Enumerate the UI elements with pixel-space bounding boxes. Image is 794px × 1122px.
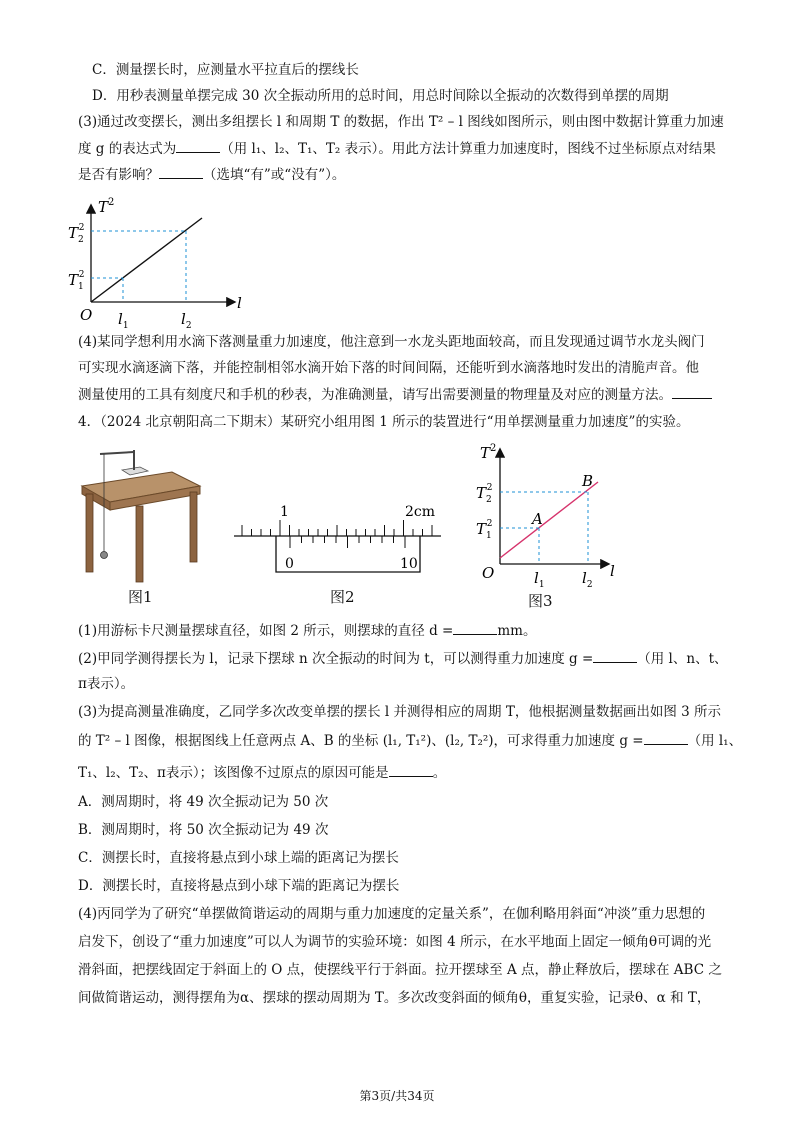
text: mm。 bbox=[497, 623, 537, 639]
answer-blank[interactable] bbox=[672, 384, 712, 399]
text: （选填“有”或“没有”）。 bbox=[203, 167, 346, 183]
text: 度 g 的表达式为 bbox=[78, 141, 177, 157]
l2-label: $l_2$ bbox=[582, 569, 593, 590]
vernier-scale-ticks bbox=[290, 536, 405, 548]
q3-part3-line2 bbox=[78, 138, 716, 159]
q4-option-b: B．测周期时，将 50 次全振动记为 49 次 bbox=[78, 822, 329, 838]
figure-2-vernier-caliper bbox=[230, 496, 445, 586]
answer-blank[interactable] bbox=[159, 164, 203, 179]
x-axis-label: l bbox=[237, 294, 242, 312]
q4-part2-line2: π表示）。 bbox=[78, 676, 135, 692]
q4-option-d: D．测摆长时，直接将悬点到小球下端的距离记为摆长 bbox=[78, 878, 400, 894]
text: (2)甲同学测得摆长为 l，记录下摆球 n 次全振动的时间为 t，可以测得重力加速度 g = bbox=[78, 651, 594, 667]
t1-squared-label: $T_12$ bbox=[476, 519, 493, 541]
q4-part3-line2 bbox=[78, 730, 742, 751]
text: T₁、l₂、T₂、π表示）；该图像不过原点的原因可能是 bbox=[78, 765, 389, 781]
q4-part4-line4: 间做简谐运动，测得摆角为α、摆球的摆动周期为 T。多次改变斜面的倾角θ，重复实验，记录θ、α 和 T， bbox=[78, 990, 711, 1006]
answer-blank[interactable] bbox=[389, 762, 433, 777]
q4-part1 bbox=[78, 620, 536, 641]
q3-t2-l-graph bbox=[62, 196, 262, 336]
text: 测量使用的工具有刻度尺和手机的秒表，为准确测量，请写出需要测量的物理量及对应的测量方法。 bbox=[78, 387, 672, 403]
text: （用 l₁、 bbox=[687, 733, 743, 749]
text: （用 l、n、t、 bbox=[637, 651, 728, 667]
vernier-label-0: 0 bbox=[285, 556, 294, 572]
y-axis-label: $T^2$ bbox=[98, 197, 115, 216]
text: （用 l₁、l₂、T₁、T₂ 表示）。用此方法计算重力加速度时，图线不过坐标原点对结果 bbox=[220, 141, 716, 157]
q4-option-a: A．测周期时，将 49 次全振动记为 50 次 bbox=[78, 794, 329, 810]
answer-blank[interactable] bbox=[644, 730, 688, 745]
q4-part4-line3: 滑斜面，把摆线固定于斜面上的 O 点，使摆线平行于斜面。拉开摆球至 A 点，静止释放后，摆球在 ABC 之 bbox=[78, 962, 722, 978]
table-leg bbox=[136, 506, 143, 582]
l1-label: $l_1$ bbox=[534, 569, 545, 590]
t2-squared-label: $T_22$ bbox=[476, 483, 493, 505]
q3-part4-line2: 可实现水滴逐滴下落，并能控制相邻水滴开始下落的时间间隔，还能听到水滴落地时发出的清脆声音。他 bbox=[78, 360, 699, 376]
q4-part3-line3 bbox=[78, 762, 446, 783]
q3-part4-line1: (4)某同学想利用水滴下落测量重力加速度，他注意到一水龙头距地面较高，而且发现通过调节水龙头阀门 bbox=[78, 334, 705, 350]
text: 。 bbox=[432, 765, 447, 781]
text: (1)用游标卡尺测量摆球直径，如图 2 所示，则摆球的直径 d = bbox=[78, 623, 454, 639]
x-axis-label: l bbox=[610, 562, 615, 580]
q3-option-d: D．用秒表测量单摆完成 30 次全振动所用的总时间，用总时间除以全振动的次数得到单摆的周期 bbox=[92, 88, 669, 104]
origin-label: O bbox=[80, 306, 93, 324]
q3-option-c: C．测量摆长时，应测量水平拉直后的摆线长 bbox=[92, 62, 359, 78]
q4-title: 4．（2024 北京朝阳高二下期末）某研究小组用图 1 所示的装置进行“用单摆测量重力加速度”的实验。 bbox=[78, 414, 690, 430]
t1-squared-label: $T_12$ bbox=[68, 270, 85, 292]
l1-label: $l_1$ bbox=[118, 310, 129, 331]
text: 的 T² – l 图像，根据图线上任意两点 A、B 的坐标 (l₁, T₁²)、(l₂, T₂²)，可求得重力加速度 g = bbox=[78, 733, 644, 749]
stand-arm bbox=[100, 452, 134, 454]
answer-blank[interactable] bbox=[176, 138, 220, 153]
point-a-label: A bbox=[532, 510, 543, 528]
q4-option-c: C．测摆长时，直接将悬点到小球上端的距离记为摆长 bbox=[78, 850, 399, 866]
table-leg bbox=[190, 492, 197, 562]
pendulum-bob bbox=[101, 552, 108, 559]
q4-part2-line1 bbox=[78, 648, 728, 669]
data-line bbox=[500, 482, 598, 558]
text: 是否有影响？ bbox=[78, 167, 159, 183]
t2-squared-label: $T_22$ bbox=[68, 223, 85, 245]
q4-part4-line1: (4)丙同学为了研究“单摆做简谐运动的周期与重力加速度的定量关系”，在伽利略用斜面“冲淡”重力思想的 bbox=[78, 906, 706, 922]
figure-3-t2-l-graph bbox=[470, 440, 630, 590]
table-leg bbox=[86, 494, 93, 572]
answer-blank[interactable] bbox=[453, 620, 497, 635]
q3-part4-line3 bbox=[78, 384, 712, 405]
vernier-label-10: 10 bbox=[400, 556, 418, 572]
page-footer: 第3页/共34页 bbox=[359, 1089, 435, 1103]
q3-part3-line1: (3)通过改变摆长，测出多组摆长 l 和周期 T 的数据，作出 T² – l 图线如图所示，则由图中数据计算重力加速 bbox=[78, 114, 724, 130]
figure-1-pendulum-apparatus bbox=[78, 446, 208, 586]
q4-part4-line2: 启发下，创设了“重力加速度”可以人为调节的实验环境：如图 4 所示，在水平地面上固定一倾角θ可调的光 bbox=[78, 934, 712, 950]
figure-1-caption: 图1 bbox=[128, 588, 153, 606]
main-scale-label-1: 1 bbox=[280, 504, 289, 520]
main-scale-ticks bbox=[242, 520, 432, 536]
point-b-label: B bbox=[582, 472, 594, 490]
origin-label: O bbox=[482, 564, 495, 582]
answer-blank[interactable] bbox=[593, 648, 637, 663]
q4-part3-line1: (3)为提高测量准确度，乙同学多次改变单摆的摆长 l 并测得相应的周期 T，他根据测量数据画出如图 3 所示 bbox=[78, 704, 721, 720]
figure-2-caption: 图2 bbox=[330, 588, 355, 606]
main-scale-label-2cm: 2cm bbox=[405, 504, 436, 520]
l2-label: $l_2$ bbox=[181, 310, 192, 331]
figure-3-caption: 图3 bbox=[528, 592, 553, 610]
y-axis-label: $T^2$ bbox=[480, 443, 497, 462]
q3-part3-line3 bbox=[78, 164, 345, 185]
